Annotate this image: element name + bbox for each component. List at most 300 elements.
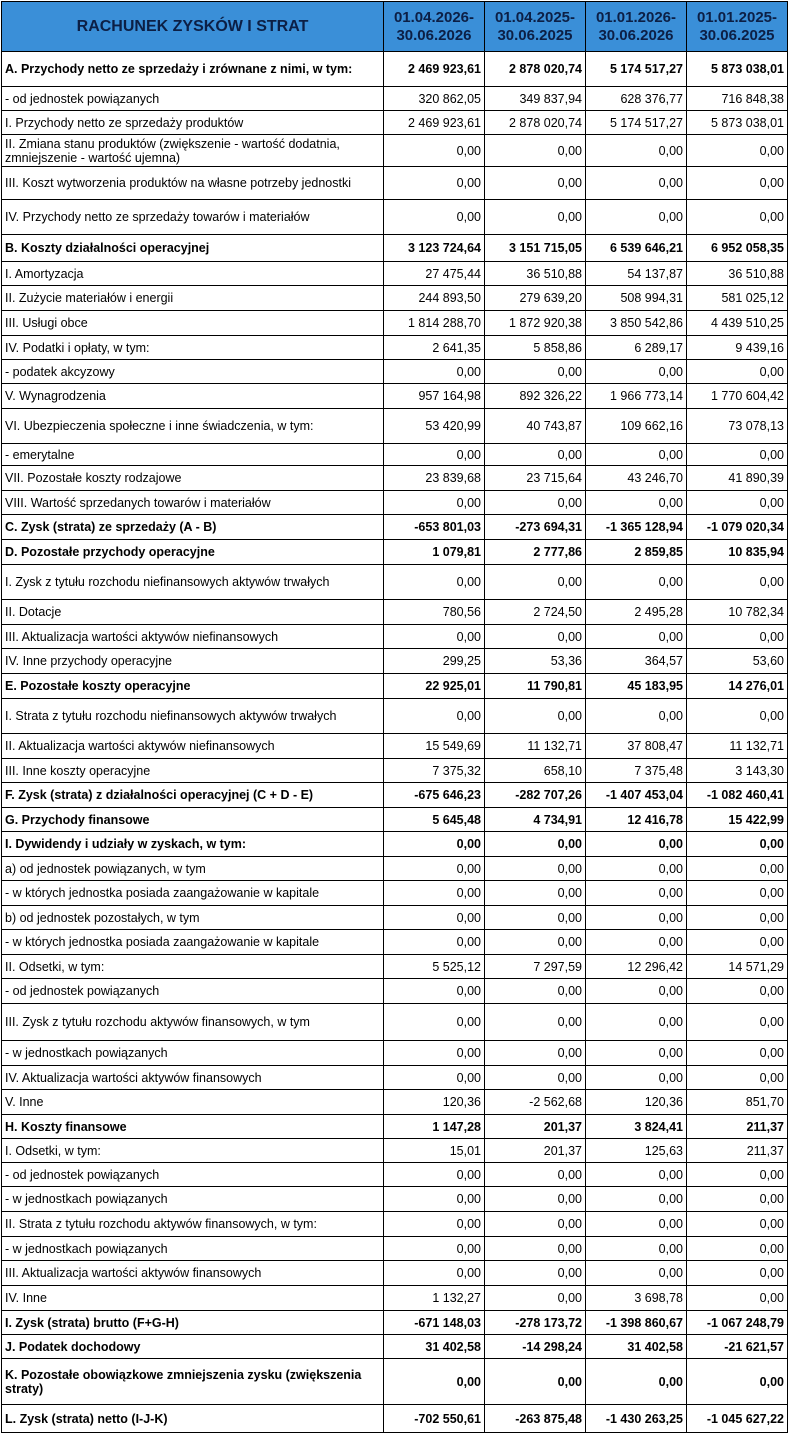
table-row xyxy=(2,286,788,311)
value-cell: 0,00 xyxy=(485,565,586,600)
value-cell: 0,00 xyxy=(384,930,485,955)
value-cell: 0,00 xyxy=(586,444,687,466)
value-cell: 0,00 xyxy=(586,360,687,384)
value-cell: 0,00 xyxy=(586,565,687,600)
table-row xyxy=(2,1041,788,1066)
value-cell: 109 662,16 xyxy=(586,409,687,444)
value-cell: 11 132,71 xyxy=(687,734,788,759)
value-cell: 0,00 xyxy=(384,1004,485,1041)
value-cell: 10 782,34 xyxy=(687,600,788,625)
table-row xyxy=(2,540,788,565)
value-cell: 0,00 xyxy=(687,360,788,384)
value-cell: 0,00 xyxy=(384,444,485,466)
table-row xyxy=(2,135,788,167)
row-label: L. Zysk (strata) netto (I-J-K) xyxy=(2,1405,384,1433)
value-cell: 716 848,38 xyxy=(687,87,788,111)
row-label: II. Strata z tytułu rozchodu aktywów finansowych, w tym: xyxy=(2,1212,384,1237)
value-cell: 0,00 xyxy=(586,1004,687,1041)
row-label: H. Koszty finansowe xyxy=(2,1115,384,1139)
table-row xyxy=(2,1335,788,1359)
value-cell: 0,00 xyxy=(384,1237,485,1261)
value-cell: 36 510,88 xyxy=(687,262,788,286)
value-cell: 0,00 xyxy=(687,1286,788,1311)
table-row xyxy=(2,1066,788,1090)
table-row xyxy=(2,336,788,360)
value-cell: -14 298,24 xyxy=(485,1335,586,1359)
value-cell: 15 422,99 xyxy=(687,808,788,832)
value-cell: 5 174 517,27 xyxy=(586,52,687,87)
value-cell: 0,00 xyxy=(586,1237,687,1261)
value-cell: 2 878 020,74 xyxy=(485,52,586,87)
row-label: C. Zysk (strata) ze sprzedaży (A - B) xyxy=(2,515,384,540)
value-cell: 0,00 xyxy=(485,832,586,857)
value-cell: 2 641,35 xyxy=(384,336,485,360)
value-cell: 1 872 920,38 xyxy=(485,311,586,336)
value-cell: 0,00 xyxy=(384,491,485,515)
value-cell: 3 850 542,86 xyxy=(586,311,687,336)
value-cell: 0,00 xyxy=(485,1163,586,1187)
value-cell: 4 734,91 xyxy=(485,808,586,832)
value-cell: 0,00 xyxy=(485,444,586,466)
row-label: IV. Aktualizacja wartości aktywów finansowych xyxy=(2,1066,384,1090)
row-label: VI. Ubezpieczenia społeczne i inne świadczenia, w tym: xyxy=(2,409,384,444)
value-cell: 0,00 xyxy=(687,1237,788,1261)
value-cell: 23 715,64 xyxy=(485,466,586,491)
value-cell: 0,00 xyxy=(485,625,586,649)
value-cell: 957 164,98 xyxy=(384,384,485,409)
value-cell: 0,00 xyxy=(384,1261,485,1286)
value-cell: 1 132,27 xyxy=(384,1286,485,1311)
row-label: V. Inne xyxy=(2,1090,384,1115)
row-label: - w których jednostka posiada zaangażowanie w kapitale xyxy=(2,881,384,906)
value-cell: 0,00 xyxy=(586,979,687,1004)
value-cell: 4 439 510,25 xyxy=(687,311,788,336)
value-cell: 5 873 038,01 xyxy=(687,111,788,135)
period-header: 01.04.2025-30.06.2025 xyxy=(485,2,586,52)
table-row xyxy=(2,1311,788,1335)
value-cell: 0,00 xyxy=(485,200,586,235)
value-cell: 5 525,12 xyxy=(384,955,485,979)
value-cell: 0,00 xyxy=(586,1187,687,1212)
value-cell: 0,00 xyxy=(586,699,687,734)
row-label: - emerytalne xyxy=(2,444,384,466)
value-cell: 0,00 xyxy=(485,930,586,955)
value-cell: 0,00 xyxy=(384,881,485,906)
value-cell: -1 079 020,34 xyxy=(687,515,788,540)
value-cell: 364,57 xyxy=(586,649,687,674)
value-cell: -263 875,48 xyxy=(485,1405,586,1433)
value-cell: 10 835,94 xyxy=(687,540,788,565)
value-cell: 3 151 715,05 xyxy=(485,235,586,262)
value-cell: 0,00 xyxy=(687,1163,788,1187)
value-cell: 0,00 xyxy=(687,1261,788,1286)
value-cell: -278 173,72 xyxy=(485,1311,586,1335)
value-cell: 0,00 xyxy=(384,135,485,167)
table-row xyxy=(2,384,788,409)
value-cell: 0,00 xyxy=(687,1359,788,1405)
value-cell: 2 878 020,74 xyxy=(485,111,586,135)
value-cell: 41 890,39 xyxy=(687,466,788,491)
value-cell: 0,00 xyxy=(384,857,485,881)
value-cell: -1 045 627,22 xyxy=(687,1405,788,1433)
row-label: IV. Przychody netto ze sprzedaży towarów i materiałów xyxy=(2,200,384,235)
value-cell: 0,00 xyxy=(687,1041,788,1066)
table-row xyxy=(2,1090,788,1115)
value-cell: 0,00 xyxy=(384,1187,485,1212)
value-cell: 0,00 xyxy=(687,1066,788,1090)
value-cell: 53 420,99 xyxy=(384,409,485,444)
table-row xyxy=(2,262,788,286)
table-row xyxy=(2,167,788,200)
value-cell: 0,00 xyxy=(384,200,485,235)
value-cell: 0,00 xyxy=(687,625,788,649)
value-cell: 53,60 xyxy=(687,649,788,674)
value-cell: 0,00 xyxy=(586,1261,687,1286)
table-title: RACHUNEK ZYSKÓW I STRAT xyxy=(2,2,384,52)
table-row xyxy=(2,360,788,384)
value-cell: 9 439,16 xyxy=(687,336,788,360)
table-row xyxy=(2,466,788,491)
value-cell: 211,37 xyxy=(687,1139,788,1163)
value-cell: 0,00 xyxy=(485,1212,586,1237)
table-row xyxy=(2,1359,788,1405)
value-cell: 851,70 xyxy=(687,1090,788,1115)
row-label: - w których jednostka posiada zaangażowanie w kapitale xyxy=(2,930,384,955)
row-label: III. Usługi obce xyxy=(2,311,384,336)
value-cell: 0,00 xyxy=(384,699,485,734)
value-cell: 5 174 517,27 xyxy=(586,111,687,135)
row-label: B. Koszty działalności operacyjnej xyxy=(2,235,384,262)
value-cell: 3 698,78 xyxy=(586,1286,687,1311)
row-label: II. Zmiana stanu produktów (zwiększenie - wartość dodatnia, zmniejszenie - wartość ujemna) xyxy=(2,135,384,167)
table-row xyxy=(2,1139,788,1163)
value-cell: 0,00 xyxy=(485,135,586,167)
row-label: VII. Pozostałe koszty rodzajowe xyxy=(2,466,384,491)
row-label: III. Aktualizacja wartości aktywów finansowych xyxy=(2,1261,384,1286)
table-row xyxy=(2,1004,788,1041)
value-cell: 3 123 724,64 xyxy=(384,235,485,262)
value-cell: -675 646,23 xyxy=(384,783,485,808)
row-label: I. Strata z tytułu rozchodu niefinansowych aktywów trwałych xyxy=(2,699,384,734)
value-cell: 7 297,59 xyxy=(485,955,586,979)
value-cell: 1 147,28 xyxy=(384,1115,485,1139)
value-cell: 5 873 038,01 xyxy=(687,52,788,87)
value-cell: 0,00 xyxy=(586,832,687,857)
value-cell: 0,00 xyxy=(687,491,788,515)
value-cell: 0,00 xyxy=(485,1237,586,1261)
value-cell: 6 539 646,21 xyxy=(586,235,687,262)
table-row xyxy=(2,674,788,699)
value-cell: 2 859,85 xyxy=(586,540,687,565)
value-cell: 27 475,44 xyxy=(384,262,485,286)
value-cell: 0,00 xyxy=(687,200,788,235)
table-row xyxy=(2,1163,788,1187)
income-statement-table xyxy=(1,1,788,1433)
row-label: II. Odsetki, w tym: xyxy=(2,955,384,979)
value-cell: 22 925,01 xyxy=(384,674,485,699)
row-label: IV. Inne przychody operacyjne xyxy=(2,649,384,674)
value-cell: 0,00 xyxy=(384,167,485,200)
value-cell: 349 837,94 xyxy=(485,87,586,111)
row-label: F. Zysk (strata) z działalności operacyjnej (C + D - E) xyxy=(2,783,384,808)
value-cell: 0,00 xyxy=(586,167,687,200)
table-row xyxy=(2,311,788,336)
value-cell: 53,36 xyxy=(485,649,586,674)
value-cell: 31 402,58 xyxy=(384,1335,485,1359)
value-cell: 0,00 xyxy=(687,930,788,955)
table-row xyxy=(2,759,788,783)
value-cell: 0,00 xyxy=(485,360,586,384)
row-label: II. Zużycie materiałów i energii xyxy=(2,286,384,311)
value-cell: 12 296,42 xyxy=(586,955,687,979)
row-label: - od jednostek powiązanych xyxy=(2,1163,384,1187)
value-cell: 0,00 xyxy=(485,906,586,930)
value-cell: 23 839,68 xyxy=(384,466,485,491)
value-cell: 0,00 xyxy=(687,1212,788,1237)
value-cell: 37 808,47 xyxy=(586,734,687,759)
value-cell: 0,00 xyxy=(586,1359,687,1405)
value-cell: 0,00 xyxy=(485,167,586,200)
table-row xyxy=(2,444,788,466)
value-cell: -1 067 248,79 xyxy=(687,1311,788,1335)
row-label: III. Koszt wytworzenia produktów na własne potrzeby jednostki xyxy=(2,167,384,200)
value-cell: 0,00 xyxy=(687,699,788,734)
row-label: - w jednostkach powiązanych xyxy=(2,1187,384,1212)
value-cell: 0,00 xyxy=(485,1041,586,1066)
value-cell: 0,00 xyxy=(687,565,788,600)
value-cell: 0,00 xyxy=(586,1212,687,1237)
table-row xyxy=(2,111,788,135)
value-cell: 6 289,17 xyxy=(586,336,687,360)
value-cell: 45 183,95 xyxy=(586,674,687,699)
value-cell: 5 645,48 xyxy=(384,808,485,832)
value-cell: -1 398 860,67 xyxy=(586,1311,687,1335)
table-row xyxy=(2,600,788,625)
value-cell: 0,00 xyxy=(485,1261,586,1286)
value-cell: -282 707,26 xyxy=(485,783,586,808)
table-row xyxy=(2,491,788,515)
value-cell: 0,00 xyxy=(384,1163,485,1187)
value-cell: 892 326,22 xyxy=(485,384,586,409)
table-row xyxy=(2,409,788,444)
table-row xyxy=(2,832,788,857)
row-label: K. Pozostałe obowiązkowe zmniejszenia zysku (zwiększenia straty) xyxy=(2,1359,384,1405)
value-cell: 0,00 xyxy=(586,1163,687,1187)
row-label: a) od jednostek powiązanych, w tym xyxy=(2,857,384,881)
value-cell: 201,37 xyxy=(485,1115,586,1139)
value-cell: 0,00 xyxy=(384,906,485,930)
value-cell: 3 824,41 xyxy=(586,1115,687,1139)
value-cell: 508 994,31 xyxy=(586,286,687,311)
table-row xyxy=(2,906,788,930)
value-cell: 658,10 xyxy=(485,759,586,783)
row-label: J. Podatek dochodowy xyxy=(2,1335,384,1359)
value-cell: 0,00 xyxy=(586,200,687,235)
table-body xyxy=(2,52,788,1433)
value-cell: 31 402,58 xyxy=(586,1335,687,1359)
value-cell: 0,00 xyxy=(384,1359,485,1405)
row-label: II. Dotacje xyxy=(2,600,384,625)
row-label: V. Wynagrodzenia xyxy=(2,384,384,409)
row-label: - podatek akcyzowy xyxy=(2,360,384,384)
table-row xyxy=(2,565,788,600)
value-cell: 120,36 xyxy=(586,1090,687,1115)
table-row xyxy=(2,1187,788,1212)
row-label: I. Odsetki, w tym: xyxy=(2,1139,384,1163)
value-cell: 0,00 xyxy=(586,881,687,906)
table-row xyxy=(2,625,788,649)
value-cell: 7 375,48 xyxy=(586,759,687,783)
value-cell: -1 365 128,94 xyxy=(586,515,687,540)
value-cell: -1 407 453,04 xyxy=(586,783,687,808)
table-row xyxy=(2,1286,788,1311)
table-row xyxy=(2,1212,788,1237)
value-cell: 0,00 xyxy=(485,1187,586,1212)
value-cell: 11 790,81 xyxy=(485,674,586,699)
row-label: G. Przychody finansowe xyxy=(2,808,384,832)
row-label: - w jednostkach powiązanych xyxy=(2,1041,384,1066)
table-row xyxy=(2,235,788,262)
value-cell: 0,00 xyxy=(384,1212,485,1237)
value-cell: 0,00 xyxy=(586,857,687,881)
value-cell: 0,00 xyxy=(485,857,586,881)
value-cell: 1 770 604,42 xyxy=(687,384,788,409)
value-cell: 0,00 xyxy=(485,1004,586,1041)
value-cell: 0,00 xyxy=(384,625,485,649)
row-label: I. Zysk (strata) brutto (F+G-H) xyxy=(2,1311,384,1335)
row-label: III. Inne koszty operacyjne xyxy=(2,759,384,783)
row-label: D. Pozostałe przychody operacyjne xyxy=(2,540,384,565)
value-cell: 0,00 xyxy=(687,135,788,167)
value-cell: 299,25 xyxy=(384,649,485,674)
value-cell: 2 777,86 xyxy=(485,540,586,565)
table-row xyxy=(2,699,788,734)
table-row xyxy=(2,1261,788,1286)
row-label: I. Amortyzacja xyxy=(2,262,384,286)
value-cell: 36 510,88 xyxy=(485,262,586,286)
value-cell: -671 148,03 xyxy=(384,1311,485,1335)
row-label: b) od jednostek pozostałych, w tym xyxy=(2,906,384,930)
value-cell: 0,00 xyxy=(586,1066,687,1090)
value-cell: 43 246,70 xyxy=(586,466,687,491)
value-cell: 0,00 xyxy=(485,699,586,734)
period-header: 01.04.2026-30.06.2026 xyxy=(384,2,485,52)
row-label: III. Aktualizacja wartości aktywów niefinansowych xyxy=(2,625,384,649)
value-cell: 0,00 xyxy=(485,881,586,906)
value-cell: 0,00 xyxy=(586,491,687,515)
value-cell: 125,63 xyxy=(586,1139,687,1163)
value-cell: 0,00 xyxy=(384,832,485,857)
value-cell: 0,00 xyxy=(687,881,788,906)
value-cell: 120,36 xyxy=(384,1090,485,1115)
value-cell: 0,00 xyxy=(485,1359,586,1405)
value-cell: 0,00 xyxy=(687,906,788,930)
value-cell: 0,00 xyxy=(485,491,586,515)
value-cell: -702 550,61 xyxy=(384,1405,485,1433)
value-cell: 0,00 xyxy=(384,979,485,1004)
row-label: A. Przychody netto ze sprzedaży i zrównane z nimi, w tym: xyxy=(2,52,384,87)
row-label: VIII. Wartość sprzedanych towarów i materiałów xyxy=(2,491,384,515)
value-cell: 0,00 xyxy=(687,832,788,857)
row-label: IV. Inne xyxy=(2,1286,384,1311)
value-cell: -2 562,68 xyxy=(485,1090,586,1115)
value-cell: -273 694,31 xyxy=(485,515,586,540)
value-cell: 2 469 923,61 xyxy=(384,111,485,135)
value-cell: 0,00 xyxy=(586,135,687,167)
value-cell: 0,00 xyxy=(687,444,788,466)
value-cell: 0,00 xyxy=(586,625,687,649)
period-header: 01.01.2025-30.06.2025 xyxy=(687,2,788,52)
row-label: IV. Podatki i opłaty, w tym: xyxy=(2,336,384,360)
value-cell: 3 143,30 xyxy=(687,759,788,783)
value-cell: -1 082 460,41 xyxy=(687,783,788,808)
value-cell: 0,00 xyxy=(687,1187,788,1212)
row-label: - od jednostek powiązanych xyxy=(2,87,384,111)
value-cell: 2 724,50 xyxy=(485,600,586,625)
value-cell: 0,00 xyxy=(586,1041,687,1066)
value-cell: 15 549,69 xyxy=(384,734,485,759)
table-row xyxy=(2,857,788,881)
value-cell: 0,00 xyxy=(485,1286,586,1311)
value-cell: 628 376,77 xyxy=(586,87,687,111)
value-cell: 0,00 xyxy=(384,1041,485,1066)
table-row xyxy=(2,1237,788,1261)
value-cell: 11 132,71 xyxy=(485,734,586,759)
table-row xyxy=(2,649,788,674)
value-cell: 73 078,13 xyxy=(687,409,788,444)
table-row xyxy=(2,1405,788,1433)
row-label: II. Aktualizacja wartości aktywów niefinansowych xyxy=(2,734,384,759)
value-cell: 0,00 xyxy=(384,565,485,600)
value-cell: 1 079,81 xyxy=(384,540,485,565)
value-cell: 1 966 773,14 xyxy=(586,384,687,409)
value-cell: 2 495,28 xyxy=(586,600,687,625)
table-row xyxy=(2,930,788,955)
table-row xyxy=(2,783,788,808)
row-label: - od jednostek powiązanych xyxy=(2,979,384,1004)
table-row xyxy=(2,734,788,759)
value-cell: 244 893,50 xyxy=(384,286,485,311)
table-row xyxy=(2,1115,788,1139)
row-label: I. Dywidendy i udziały w zyskach, w tym: xyxy=(2,832,384,857)
row-label: - w jednostkach powiązanych xyxy=(2,1237,384,1261)
table-row xyxy=(2,955,788,979)
value-cell: 0,00 xyxy=(687,979,788,1004)
value-cell: 1 814 288,70 xyxy=(384,311,485,336)
table-row xyxy=(2,808,788,832)
value-cell: 0,00 xyxy=(687,1004,788,1041)
value-cell: 0,00 xyxy=(384,360,485,384)
period-header: 01.01.2026-30.06.2026 xyxy=(586,2,687,52)
value-cell: 0,00 xyxy=(586,930,687,955)
value-cell: 6 952 058,35 xyxy=(687,235,788,262)
value-cell: 15,01 xyxy=(384,1139,485,1163)
value-cell: 14 571,29 xyxy=(687,955,788,979)
value-cell: -1 430 263,25 xyxy=(586,1405,687,1433)
value-cell: 211,37 xyxy=(687,1115,788,1139)
value-cell: 0,00 xyxy=(485,1066,586,1090)
value-cell: 40 743,87 xyxy=(485,409,586,444)
row-label: III. Zysk z tytułu rozchodu aktywów finansowych, w tym xyxy=(2,1004,384,1041)
header-row xyxy=(2,2,788,52)
table-row xyxy=(2,200,788,235)
value-cell: 54 137,87 xyxy=(586,262,687,286)
row-label: I. Przychody netto ze sprzedaży produktów xyxy=(2,111,384,135)
value-cell: 0,00 xyxy=(687,167,788,200)
row-label: I. Zysk z tytułu rozchodu niefinansowych aktywów trwałych xyxy=(2,565,384,600)
value-cell: 0,00 xyxy=(384,1066,485,1090)
table-row xyxy=(2,52,788,87)
